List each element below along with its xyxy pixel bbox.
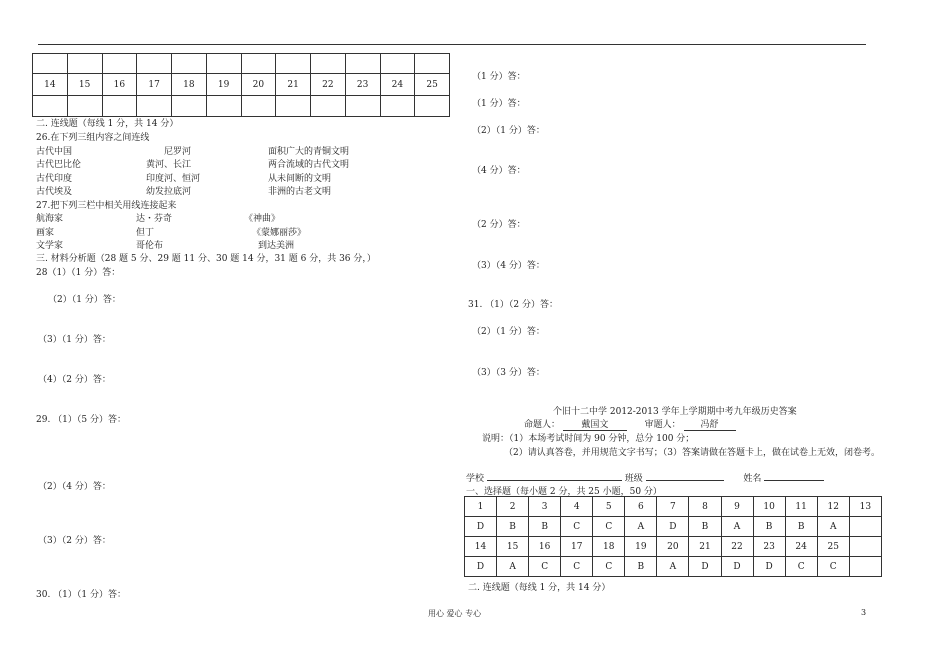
q26-col1-row2: 古代巴比伦 (36, 160, 82, 170)
table-cell (345, 54, 380, 74)
right-answer-table (464, 496, 882, 577)
exam-note-1: 说明：（1）本场考试时间为 90 分钟，总分 100 分； (482, 434, 695, 444)
right-answer-3: （2）（1 分）答： (472, 126, 545, 136)
table-cell (33, 54, 68, 74)
table-cell: C (561, 517, 593, 537)
answer-29-3: （3）（2 分）答： (38, 536, 111, 546)
table-cell: 4 (561, 497, 593, 517)
q26-col3-row1: 面积广大的青铜文明 (268, 147, 350, 157)
table-cell: D (721, 557, 753, 577)
table-cell: 18 (172, 74, 207, 96)
right-section1-title: 一、选择题（每小题 2 分，共 25 小题，50 分） (466, 487, 662, 497)
q26-col2-row4: 幼发拉底河 (146, 187, 192, 197)
table-cell (311, 96, 346, 117)
table-cell (849, 517, 881, 537)
table-cell: C (561, 557, 593, 577)
table-cell: 9 (721, 497, 753, 517)
footer-motto: 用心 爱心 专心 (428, 609, 482, 618)
q26-col3-row4: 非洲的古老文明 (268, 187, 332, 197)
table-cell: C (529, 557, 561, 577)
q26-col2-row2: 黄河、长江 (146, 160, 192, 170)
class-label: 班级 (624, 474, 643, 484)
right-answer-31-3: （3）（3 分）答： (472, 368, 545, 378)
table-cell (102, 54, 137, 74)
table-cell: 7 (657, 497, 689, 517)
table-cell: B (497, 517, 529, 537)
student-info-line (466, 470, 824, 484)
table-cell (276, 54, 311, 74)
q27-title: 27.把下列三栏中相关用线连接起来 (36, 201, 177, 211)
q27-col1-row1: 航海家 (36, 214, 64, 224)
q27-col1-row3: 文学家 (36, 241, 64, 251)
table-cell: D (657, 517, 689, 537)
q27-col3-row3: 到达美洲 (258, 241, 295, 251)
q27-col3-row2: 《蒙娜丽莎》 (252, 228, 307, 238)
table-cell (849, 537, 881, 557)
table-cell: 17 (137, 74, 172, 96)
table-cell: 23 (345, 74, 380, 96)
table-cell: 19 (206, 74, 241, 96)
table-cell: 22 (721, 537, 753, 557)
table-cell: 21 (689, 537, 721, 557)
table-cell: 3 (529, 497, 561, 517)
answer-28-4: （4）（2 分）答： (38, 375, 111, 385)
table-cell: 20 (241, 74, 276, 96)
right-answer-1: （1 分）答： (472, 72, 526, 82)
table-cell: 16 (102, 74, 137, 96)
table-cell: B (625, 557, 657, 577)
table-cell (241, 54, 276, 74)
table-cell: D (465, 517, 497, 537)
q27-col2-row2: 但丁 (136, 228, 155, 238)
table-cell: 17 (561, 537, 593, 557)
table-cell: 24 (785, 537, 817, 557)
q26-col3-row2: 两合流域的古代文明 (268, 160, 350, 170)
answer-29-2: （2）（4 分）答： (38, 482, 111, 492)
q27-col2-row1: 达・芬奇 (136, 214, 173, 224)
table-cell: 18 (593, 537, 625, 557)
table-cell: 22 (311, 74, 346, 96)
table-cell: B (529, 517, 561, 537)
table-cell: B (785, 517, 817, 537)
table-cell: 2 (497, 497, 529, 517)
table-cell (137, 54, 172, 74)
table-cell: 13 (849, 497, 881, 517)
table-cell (137, 96, 172, 117)
table-cell (380, 96, 415, 117)
answer-sheet-title: 个旧十二中学 2012-2013 学年上学期期中考九年级历史答案 (553, 407, 797, 417)
table-cell (172, 96, 207, 117)
table-cell: 1 (465, 497, 497, 517)
table-cell: 12 (817, 497, 849, 517)
table-cell: 24 (380, 74, 415, 96)
table-cell: C (593, 517, 625, 537)
name-field[interactable] (764, 470, 824, 481)
right-answer-31-1: 31. （1）（2 分）答： (468, 300, 558, 310)
school-label: 学校 (466, 474, 485, 484)
table-cell: 25 (817, 537, 849, 557)
table-cell (241, 96, 276, 117)
q26-col1-row1: 古代中国 (36, 147, 73, 157)
q26-col1-row3: 古代印度 (36, 174, 73, 184)
q27-col3-row1: 《神曲》 (244, 214, 281, 224)
table-cell: 15 (497, 537, 529, 557)
table-cell: A (657, 557, 689, 577)
table-cell (206, 54, 241, 74)
table-cell (172, 54, 207, 74)
table-cell: 23 (753, 537, 785, 557)
setter-label: 命题人： (524, 420, 561, 430)
q26-col2-row1: 尼罗河 (164, 147, 192, 157)
table-cell: C (593, 557, 625, 577)
answer-28-1: 28（1）（1 分）答： (36, 268, 121, 278)
table-cell (345, 96, 380, 117)
table-cell: B (689, 517, 721, 537)
table-cell (102, 96, 137, 117)
class-field[interactable] (646, 470, 724, 481)
table-cell: 15 (67, 74, 102, 96)
table-cell: C (817, 557, 849, 577)
page-number: 3 (861, 608, 867, 617)
table-cell: D (689, 557, 721, 577)
table-cell: 16 (529, 537, 561, 557)
table-cell: 14 (465, 537, 497, 557)
table-cell: A (625, 517, 657, 537)
table-cell (380, 54, 415, 74)
answer-28-3: （3）（1 分）答： (38, 335, 111, 345)
table-cell: 20 (657, 537, 689, 557)
table-cell: 10 (753, 497, 785, 517)
table-cell: 14 (33, 74, 68, 96)
table-cell: 8 (689, 497, 721, 517)
right-answer-6: （3）（4 分）答： (472, 261, 545, 271)
header-rule (38, 44, 866, 45)
table-cell: A (817, 517, 849, 537)
left-section2-title: 二. 连线题（每线 1 分，共 14 分） (36, 119, 179, 129)
right-answer-4: （4 分）答： (472, 166, 526, 176)
reviewer-label: 审题人： (644, 420, 681, 430)
table-cell: A (497, 557, 529, 577)
table-cell (33, 96, 68, 117)
right-section2-title: 二. 连线题（每线 1 分，共 14 分） (468, 583, 611, 593)
right-answer-2: （1 分）答： (472, 99, 526, 109)
table-cell (206, 96, 241, 117)
q27-col1-row2: 画家 (36, 228, 55, 238)
q26-title: 26.在下列三组内容之间连线 (36, 133, 150, 143)
name-label: 姓名 (743, 474, 762, 484)
table-cell: A (721, 517, 753, 537)
left-answer-table (32, 53, 450, 117)
table-cell: C (785, 557, 817, 577)
answer-28-2: （2）（1 分）答： (48, 295, 121, 305)
table-cell: 25 (415, 74, 450, 96)
answer-29-1: 29. （1）（5 分）答： (36, 415, 126, 425)
table-cell: 5 (593, 497, 625, 517)
left-section3-title: 三. 材料分析题（28 题 5 分、29 题 11 分、30 题 14 分，31 题 6 分，共 36 分，） (36, 254, 376, 264)
table-cell (849, 557, 881, 577)
table-cell (415, 96, 450, 117)
table-cell: 6 (625, 497, 657, 517)
table-cell (67, 54, 102, 74)
q26-col1-row4: 古代埃及 (36, 187, 73, 197)
answer-30-1: 30. （1）（1 分）答： (36, 590, 126, 600)
table-cell (276, 96, 311, 117)
table-cell: B (753, 517, 785, 537)
q26-col2-row3: 印度河、恒河 (146, 174, 201, 184)
school-field[interactable] (487, 470, 622, 481)
q27-col2-row3: 哥伦布 (136, 241, 164, 251)
table-cell (415, 54, 450, 74)
table-cell: 11 (785, 497, 817, 517)
authors-line (524, 417, 736, 431)
table-cell: 21 (276, 74, 311, 96)
table-cell (311, 54, 346, 74)
q26-col3-row3: 从未间断的文明 (268, 174, 332, 184)
table-cell (67, 96, 102, 117)
table-cell: D (465, 557, 497, 577)
setter-name: 戴国文 (563, 417, 627, 431)
table-cell: D (753, 557, 785, 577)
reviewer-name: 冯舒 (684, 417, 736, 431)
exam-note-2: （2）请认真答卷，并用规范文字书写；（3）答案请做在答题卡上，做在试卷上无效，闭卷考。 (504, 448, 880, 458)
right-answer-31-2: （2）（1 分）答： (472, 327, 545, 337)
right-answer-5: （2 分）答： (472, 220, 526, 230)
table-cell: 19 (625, 537, 657, 557)
